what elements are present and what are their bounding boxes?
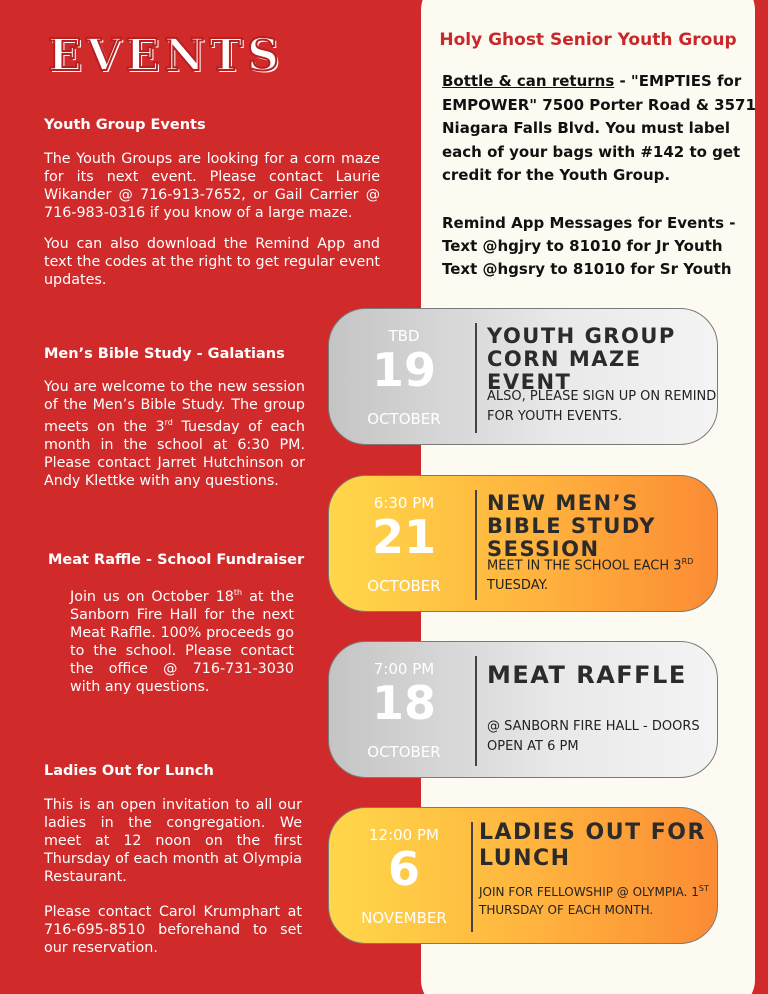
event-title: NEW MEN’S BIBLE STUDY SESSION [487,491,656,561]
card-divider [475,323,477,433]
event-card-bible-study [328,475,718,612]
event-title: LADIES OUT FOR LUNCH [479,820,706,871]
youth-paragraph-2: You can also download the Remind App and text the codes at the right to get regular event updates. [44,236,380,288]
ladies-paragraph-2: Please contact Carol Krumphart at 716-695-8510 beforehand to set our reservation. [44,904,302,956]
event-card-ladies-lunch [328,807,718,944]
events-title: EVENTS [48,30,284,81]
event-day: 19 [371,343,436,397]
remind-line-3: Text @hgsry to 81010 for Sr Youth [442,260,732,278]
ladies-heading: Ladies Out for Lunch [44,763,214,779]
card-divider [475,656,477,766]
card-divider [475,490,477,600]
remind-line-2: Text @hgjry to 81010 for Jr Youth [442,237,723,255]
event-subtitle: MEET IN THE SCHOOL EACH 3RD TUESDAY. [487,557,694,594]
event-subtitle: @ SANBORN FIRE HALL - DOORS OPEN AT 6 PM [487,719,700,754]
bible-paragraph: You are welcome to the new session of the Men’s Bible Study. The group meets on the 3rd Tuesday of each month in the school at 6:30 PM. Please contact Jarret Hutchinson or Andy Klettke with any questions. [44,379,305,489]
event-time: 6:30 PM [373,494,435,512]
event-day: 21 [371,510,436,564]
event-day: 18 [371,676,436,730]
bottle-returns-label: Bottle & can returns [442,72,615,90]
raffle-heading: Meat Raffle - School Fundraiser [48,552,305,568]
event-day: 6 [387,842,420,896]
youth-paragraph-1: The Youth Groups are looking for a corn maze for its next event. Please contact Laurie Wikander @ 716-913-7652, or Gail Carrier @ 716-983-0316 if you know of a large maze. [44,151,380,221]
event-time: 12:00 PM [369,826,439,844]
event-title: YOUTH GROUP CORN MAZE EVENT [487,324,676,394]
event-date [329,642,479,777]
raffle-paragraph: Join us on October 18th at the Sanborn Fire Hall for the next Meat Raffle. 100% proceeds go to the school. Please contact the office @ 716-731-3030 with any questions. [70,588,294,695]
event-month: NOVEMBER [361,909,447,927]
ladies-paragraph-1: This is an open invitation to all our ladies in the congregation. We meet at 12 noon on the first Thursday of each month at Olympia Restaurant. [44,797,302,885]
event-subtitle: JOIN FOR FELLOWSHIP @ OLYMPIA. 1ST THURSDAY OF EACH MONTH. [479,884,709,917]
event-title: MEAT RAFFLE [487,661,687,689]
event-time: TBD [388,327,420,345]
bottle-returns-text: Bottle & can returns - "EMPTIES for EMPOWER" 7500 Porter Road & 3571 Niagara Falls Blvd. You must label each of your bags with #142 to get credit for the Youth Group. [442,72,756,184]
event-subtitle: ALSO, PLEASE SIGN UP ON REMIND FOR YOUTH EVENTS. [487,389,717,424]
event-month: OCTOBER [367,410,441,428]
event-month: OCTOBER [367,577,441,595]
event-card-corn-maze [328,308,718,445]
event-time: 7:00 PM [373,660,435,678]
event-date [329,808,479,943]
youth-heading: Youth Group Events [44,117,206,133]
event-month: OCTOBER [367,743,441,761]
remind-line-1: Remind App Messages for Events - [442,214,736,232]
event-date [329,476,479,611]
youth-group-title: Holy Ghost Senior Youth Group [439,30,737,50]
card-divider [471,822,473,932]
event-card-meat-raffle [328,641,718,778]
event-date [329,309,479,444]
bible-heading: Men’s Bible Study - Galatians [44,346,285,362]
